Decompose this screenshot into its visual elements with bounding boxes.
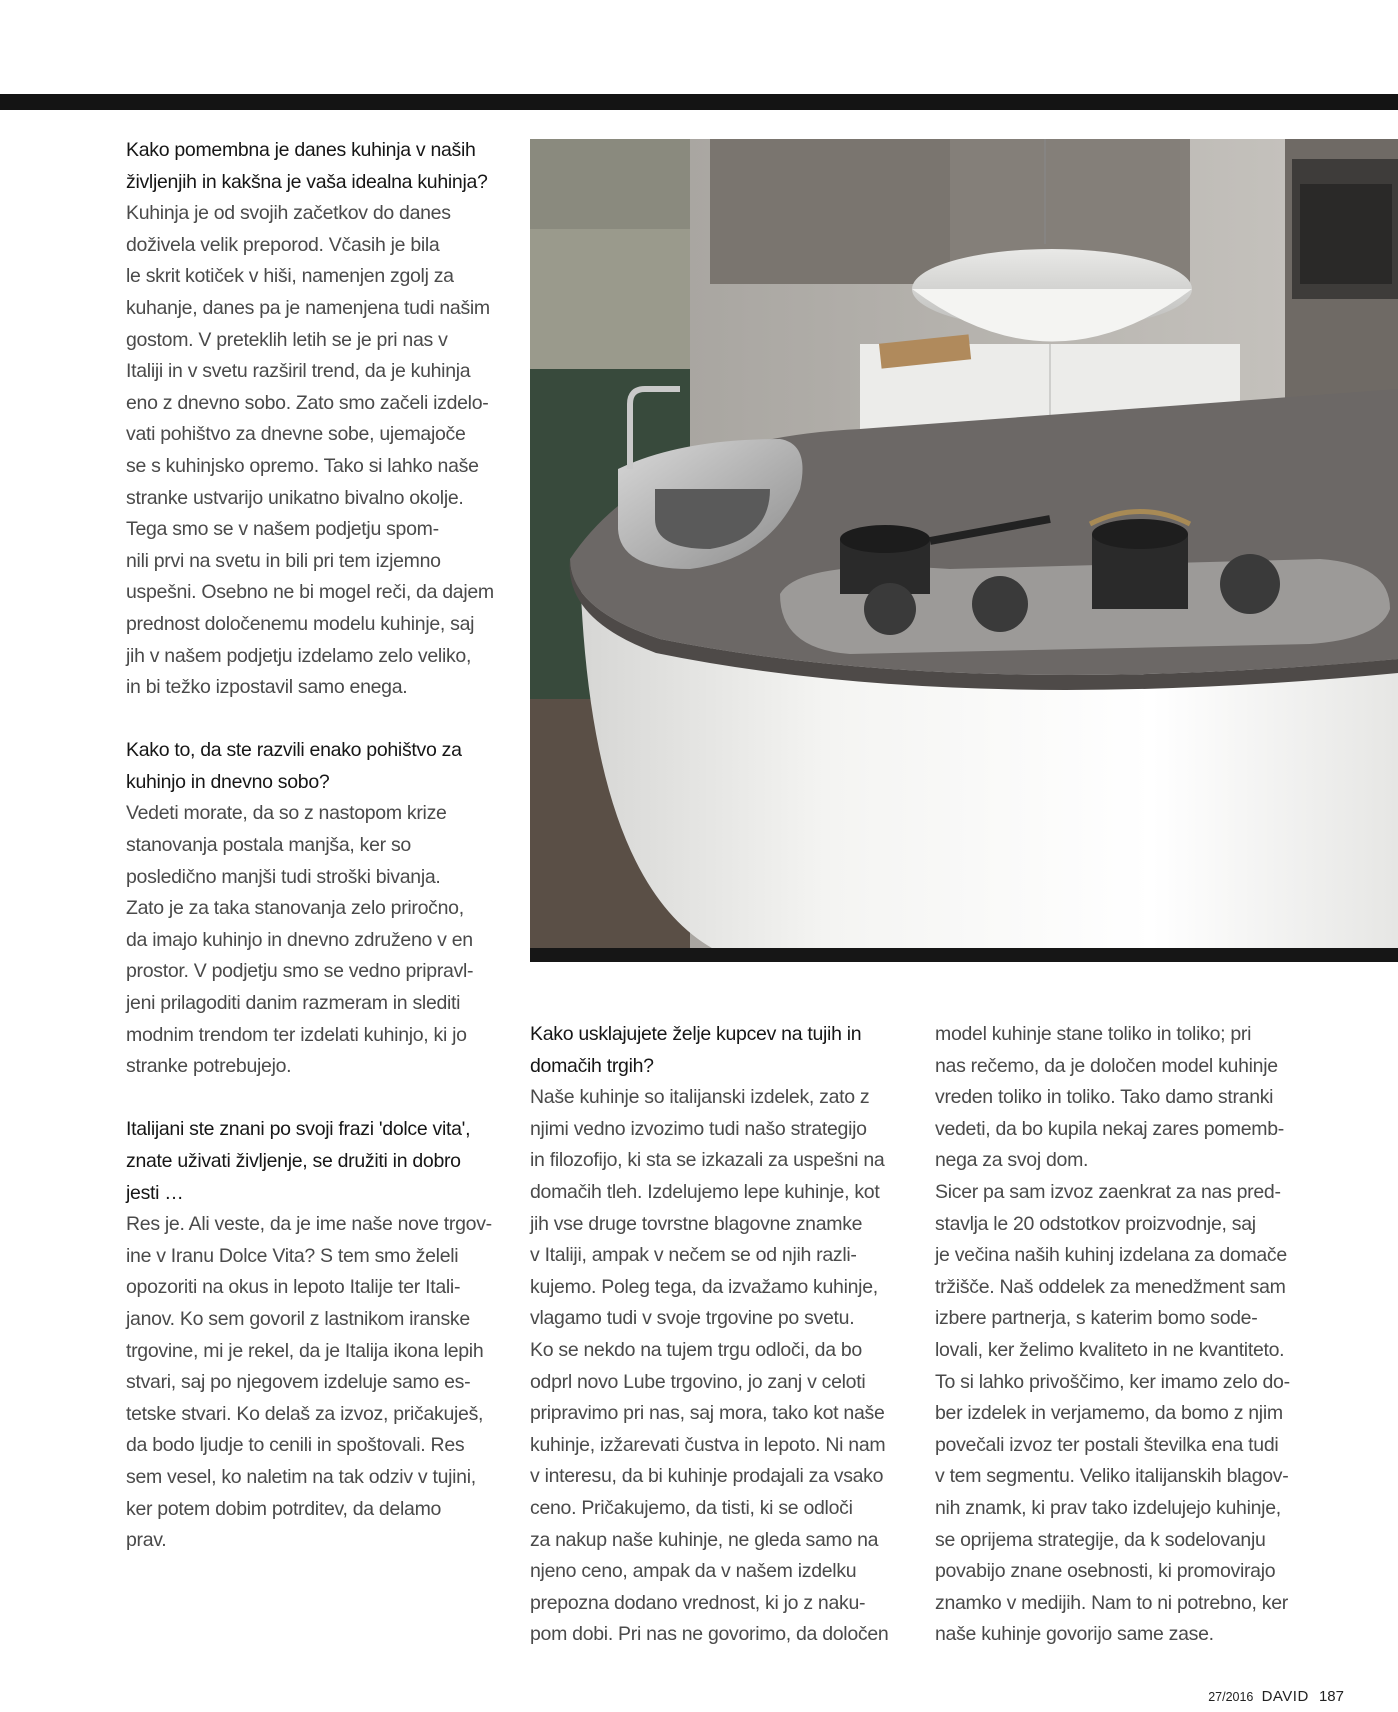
answer-line: Tega smo se v našem podjetju spom- (126, 518, 439, 541)
question-line: Italijani ste znani po svoji frazi 'dolce vita', (126, 1118, 471, 1141)
answer-line: vati pohištvo za dnevne sobe, ujemajoče (126, 423, 466, 446)
kitchen-photo (530, 139, 1398, 957)
answer-line: Res je. Ali veste, da je ime naše nove trgov- (126, 1213, 492, 1236)
question-line: Kako usklajujete želje kupcev na tujih in (530, 1023, 862, 1045)
answer-line: stvari, saj po njegovem izdeluje samo es- (126, 1371, 471, 1394)
answer-line: jih vse druge tovrstne blagovne znamke (530, 1212, 863, 1235)
answer-line: in bi težko izpostavil samo enega. (126, 676, 408, 699)
answer-line: To si lahko privoščimo, ker imamo zelo do- (935, 1370, 1290, 1393)
answer-line: se oprijema strategije, da k sodelovanju (935, 1528, 1266, 1551)
answer-line: pom dobi. Pri nas ne govorimo, da določen (530, 1623, 889, 1646)
text-column-right (935, 1019, 1290, 1651)
answer-line: kuhinje, izžarevati čustva in lepoto. Ni nam (530, 1433, 886, 1456)
answer-line: ine v Iranu Dolce Vita? S tem smo želeli (126, 1244, 459, 1267)
text-column-left (126, 135, 494, 1557)
magazine-name: DAVID (1261, 1688, 1309, 1705)
answer-line: ceno. Pričakujemo, da tisti, ki se odloči (530, 1496, 853, 1519)
question-line: Kako to, da ste razvili enako pohištvo za (126, 739, 462, 762)
answer-line: Naše kuhinje so italijanski izdelek, zato z (530, 1086, 870, 1109)
answer-line: odprl novo Lube trgovino, jo zanj v celoti (530, 1370, 866, 1393)
answer-line: uspešni. Osebno ne bi mogel reči, da dajem (126, 581, 494, 604)
answer-line: nih znamk, ki prav tako izdelujejo kuhinje, (935, 1496, 1281, 1519)
answer-line: domačih tleh. Izdelujemo lepe kuhinje, kot (530, 1180, 880, 1203)
answer-line: le skrit kotiček v hiši, namenjen zgolj za (126, 265, 454, 288)
answer-line: povabijo znane osebnosti, ki promovirajo (935, 1560, 1276, 1583)
answer-line: tetske stvari. Ko delaš za izvoz, pričakuješ, (126, 1402, 484, 1425)
answer-line: njimi vedno izvozimo tudi našo strategijo (530, 1117, 867, 1140)
answer-line: da bodo ljudje to cenili in spoštovali. Res (126, 1434, 465, 1457)
answer-line: opozoriti na okus in lepoto Italije ter Itali- (126, 1276, 461, 1299)
photo-bottom-rule (530, 948, 1398, 962)
answer-line: je večina naših kuhinj izdelana za domače (935, 1244, 1287, 1267)
answer-line: naše kuhinje govorijo same zase. (935, 1623, 1214, 1646)
question-line: kuhinjo in dnevno sobo? (126, 770, 330, 793)
answer-line: ber izdelek in verjamemo, da bomo z njim (935, 1402, 1283, 1425)
paragraph-gap (126, 1083, 494, 1115)
answer-line: prepozna dodano vrednost, ki jo z naku- (530, 1591, 866, 1614)
answer-line: janov. Ko sem govoril z lastnikom iranske (126, 1307, 470, 1330)
page-folio (1208, 1688, 1344, 1705)
answer-line: vlagamo tudi v svoje trgovine po svetu. (530, 1307, 855, 1330)
answer-line: prav. (126, 1529, 167, 1552)
answer-line: nili prvi na svetu in bili pri tem izjemno (126, 549, 441, 572)
answer-line: nega za svoj dom. (935, 1149, 1089, 1172)
answer-line: Italiji in v svetu razširil trend, da je kuhinja (126, 360, 471, 383)
answer-line: za nakup naše kuhinje, ne gleda samo na (530, 1528, 879, 1551)
answer-line: Ko se nekdo na tujem trgu odloči, da bo (530, 1338, 862, 1361)
question-line: znate uživati življenje, se družiti in dobro (126, 1150, 461, 1172)
question-line: jesti … (126, 1181, 184, 1204)
answer-line: lovali, ker želimo kvaliteto in ne kvantiteto. (935, 1338, 1285, 1361)
text-column-middle (530, 1019, 888, 1651)
top-rule (0, 94, 1398, 110)
answer-line: kuhanje, danes pa je namenjena tudi našim (126, 296, 490, 319)
answer-line: prednost določenemu modelu kuhinje, saj (126, 612, 475, 635)
answer-line: Vedeti morate, da so z nastopom krize (126, 802, 447, 825)
answer-line: Kuhinja je od svojih začetkov do danes (126, 202, 451, 225)
answer-line: Zato je za taka stanovanja zelo priročno, (126, 897, 464, 920)
answer-line: eno z dnevno sobo. Zato smo začeli izdelo- (126, 391, 489, 414)
answer-line: jih v našem podjetju izdelamo zelo veliko, (126, 644, 472, 667)
answer-line: vreden toliko in toliko. Tako damo stranki (935, 1086, 1274, 1109)
answer-line: stranke ustvarijo unikatno bivalno okolje. (126, 486, 464, 509)
answer-line: doživela velik preporod. Včasih je bila (126, 233, 440, 256)
answer-line: povečali izvoz ter postali številka ena tudi (935, 1433, 1279, 1456)
answer-line: model kuhinje stane toliko in toliko; pri (935, 1023, 1252, 1045)
answer-line: pripravimo pri nas, saj mora, tako kot naše (530, 1402, 885, 1425)
answer-line: stavlja le 20 odstotkov proizvodnje, saj (935, 1212, 1256, 1235)
answer-line: kujemo. Poleg tega, da izvažamo kuhinje, (530, 1275, 878, 1298)
answer-line: jeni prilagoditi danim razmeram in slediti (126, 992, 461, 1015)
question-line: Kako pomembna je danes kuhinja v naših (126, 139, 476, 161)
answer-line: modnim trendom ter izdelati kuhinjo, ki jo (126, 1023, 467, 1046)
answer-line: znamko v medijih. Nam to ni potrebno, ker (935, 1591, 1288, 1614)
answer-line: Sicer pa sam izvoz zaenkrat za nas pred- (935, 1180, 1281, 1203)
answer-line: ker potem dobim potrditev, da delamo (126, 1497, 442, 1520)
question-line: domačih trgih? (530, 1054, 654, 1077)
issue-number: 27/2016 (1208, 1690, 1254, 1704)
answer-line: vedeti, da bo kupila nekaj zares pomemb- (935, 1117, 1284, 1140)
question-line: življenjih in kakšna je vaša idealna kuhinja? (126, 170, 488, 193)
answer-line: trgovine, mi je rekel, da je Italija ikona lepih (126, 1339, 484, 1362)
answer-line: stanovanja postala manjša, ker so (126, 834, 411, 857)
answer-line: gostom. V preteklih letih se je pri nas v (126, 328, 448, 351)
answer-line: sem vesel, ko naletim na tak odziv v tujini, (126, 1465, 476, 1488)
answer-line: se s kuhinjsko opremo. Tako si lahko naše (126, 454, 479, 477)
answer-line: tržišče. Naš oddelek za menedžment sam (935, 1275, 1286, 1298)
answer-line: stranke potrebujejo. (126, 1055, 292, 1078)
answer-line: v Italiji, ampak v nečem se od njih razli- (530, 1244, 857, 1267)
answer-line: prostor. V podjetju smo se vedno pripravl- (126, 960, 474, 983)
answer-line: v interesu, da bi kuhinje prodajali za vsako (530, 1465, 884, 1488)
answer-line: njeno ceno, ampak da v našem izdelku (530, 1560, 857, 1583)
answer-line: izbere partnerja, s katerim bomo sode- (935, 1307, 1258, 1330)
answer-line: posledično manjši tudi stroški bivanja. (126, 865, 441, 888)
answer-line: da imajo kuhinjo in dnevno združeno v en (126, 928, 473, 951)
page-number: 187 (1318, 1688, 1344, 1705)
paragraph-gap (126, 704, 494, 736)
answer-line: nas rečemo, da je določen model kuhinje (935, 1054, 1278, 1077)
answer-line: v tem segmentu. Veliko italijanskih blagov- (935, 1465, 1289, 1488)
answer-line: in filozofijo, ki sta se izkazali za uspešni na (530, 1149, 885, 1172)
